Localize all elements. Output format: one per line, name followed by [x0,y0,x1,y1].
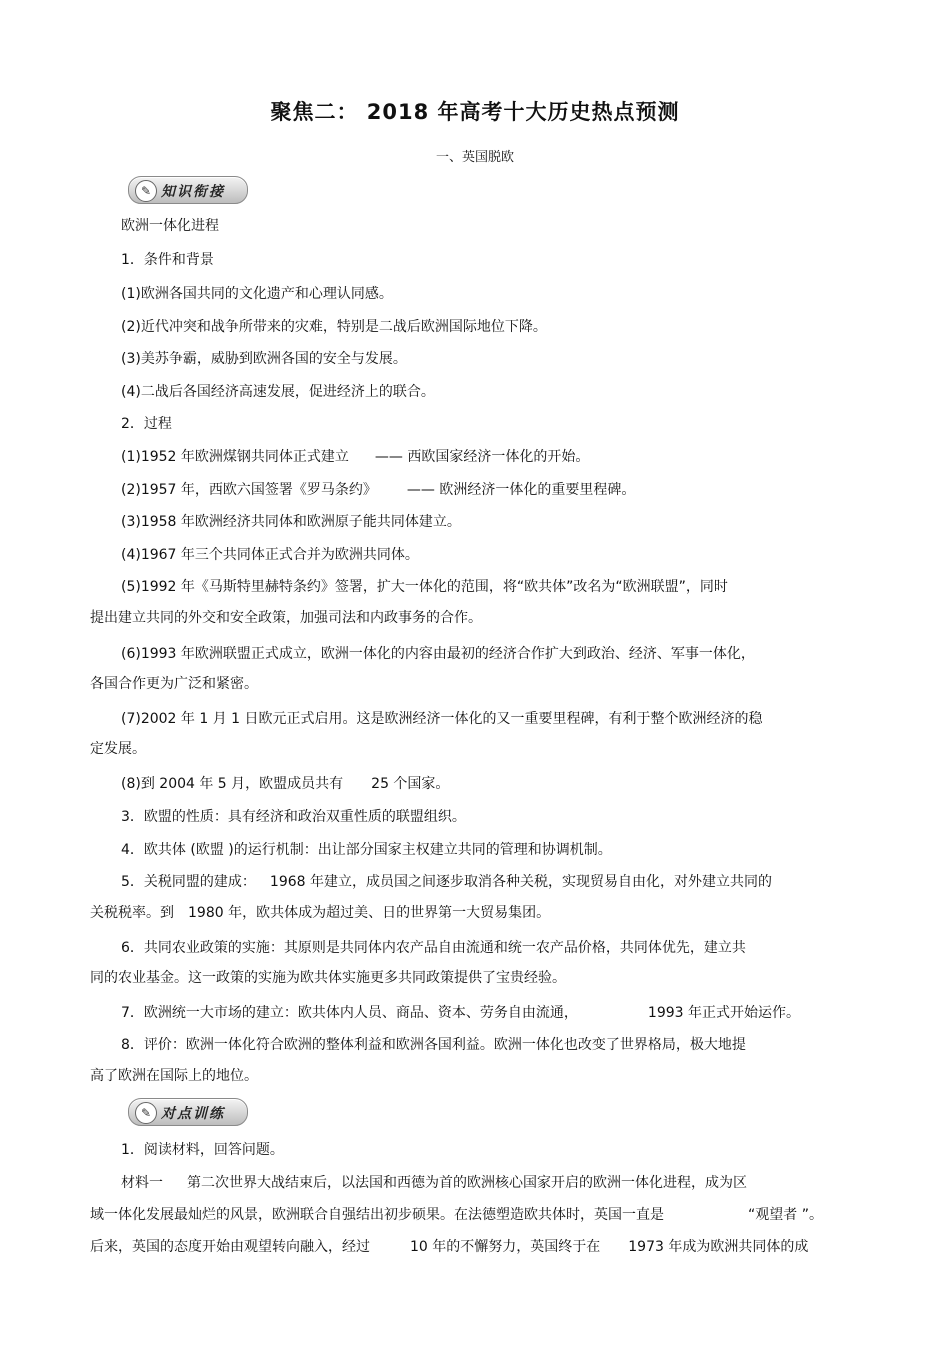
page-title: 聚焦二： 2018 年高考十大历史热点预测 [270,100,680,124]
list-item: 6．共同农业政策的实施：其原则是共同体内农产品自由流通和统一农产品价格，共同体优先，建立共 [121,940,746,956]
list-item: (1)欧洲各国共同的文化遗产和心理认同感。 [121,286,393,302]
material-text: 10 年的不懈努力，英国终于在 [410,1239,601,1255]
list-item: 4．欧共体 (欧盟 )的运行机制：出让部分国家主权建立共同的管理和协调机制。 [121,842,612,858]
list-item-text: (1)1952 年欧洲煤钢共同体正式建立 [121,449,349,465]
material-paragraph-continuation [90,1238,808,1256]
list-item-text: 1993 年正式开始运作。 [647,1005,800,1021]
section-heading: 一、英国脱欧 [435,150,514,165]
list-item-continuation [90,904,550,922]
list-item: (4)1967 年三个共同体正式合并为欧洲共同体。 [121,547,419,563]
list-item-continuation: 各国合作更为广泛和紧密。 [90,676,258,692]
list-item: (5)1992 年《马斯特里赫特条约》签署，扩大一体化的范围，将“欧共体”改名为“欧洲联盟”，同时 [121,579,728,595]
list-item-text: (8)到 2004 年 5 月，欧盟成员共有 [121,776,344,792]
pen-icon: ✎ [135,180,157,202]
list-item-text: 25 个国家。 [371,776,450,792]
list-item-continuation: 提出建立共同的外交和安全政策，加强司法和内政事务的合作。 [90,610,482,626]
list-heading: 1．条件和背景 [121,252,214,268]
material-text: 1973 年成为欧洲共同体的成 [628,1239,809,1255]
list-item-text: —— 西欧国家经济一体化的开始。 [374,449,590,465]
question-item: 1．阅读材料，回答问题。 [121,1142,284,1158]
knowledge-badge [128,176,248,204]
list-item-text: —— 欧洲经济一体化的重要里程碑。 [406,482,636,498]
material-paragraph [121,1174,747,1192]
list-item: (3)美苏争霸，威胁到欧洲各国的安全与发展。 [121,351,407,367]
list-item-text: 关税税率。到 [90,905,174,921]
list-item: (6)1993 年欧洲联盟正式成立，欧洲一体化的内容由最初的经济合作扩大到政治、经济、军事一体化， [121,646,755,662]
pen-icon: ✎ [135,1102,157,1124]
material-text: 域一体化发展最灿烂的风景，欧洲联合自强结出初步硕果。在法德塑造欧共体时，英国一直是 [90,1207,664,1223]
list-item-text: 1968 年建立，成员国之间逐步取消各种关税，实现贸易自由化，对外建立共同的 [269,874,772,890]
list-item [121,775,449,793]
list-item-continuation: 同的农业基金。这一政策的实施为欧共体实施更多共同政策提供了宝贵经验。 [90,970,566,986]
list-item [121,448,589,466]
list-item: (4)二战后各国经济高速发展，促进经济上的联合。 [121,384,435,400]
list-item [121,481,635,499]
list-item: (2)近代冲突和战争所带来的灾难，特别是二战后欧洲国际地位下降。 [121,319,547,335]
material-text: 后来，英国的态度开始由观望转向融入，经过 [90,1239,370,1255]
list-item-text: (2)1957 年，西欧六国签署《罗马条约》 [121,482,377,498]
list-item: 8．评价：欧洲一体化符合欧洲的整体利益和欧洲各国利益。欧洲一体化也改变了世界格局，极大地提 [121,1037,746,1053]
list-item-continuation: 高了欧洲在国际上的地位。 [90,1068,258,1084]
badge-label: 对点训练 [161,1106,225,1122]
material-paragraph-continuation [90,1206,823,1224]
list-item: (7)2002 年 1 月 1 日欧元正式启用。这是欧洲经济一体化的又一重要里程碑，有利于整个欧洲经济的稳 [121,711,763,727]
list-item: 3．欧盟的性质：具有经济和政治双重性质的联盟组织。 [121,809,466,825]
list-item-text: 1980 年，欧共体成为超过美、日的世界第一大贸易集团。 [188,905,551,921]
paragraph-heading: 欧洲一体化进程 [121,218,219,234]
list-item [121,1004,800,1022]
list-item [121,873,772,891]
material-label: 材料一 [121,1175,163,1191]
list-item: (3)1958 年欧洲经济共同体和欧洲原子能共同体建立。 [121,514,461,530]
list-heading: 2．过程 [121,416,172,432]
list-item-text: 5．关税同盟的建成： [121,874,256,890]
badge-label: 知识衔接 [161,184,225,200]
material-text: “观望者 ”。 [748,1207,823,1223]
practice-badge [128,1098,248,1126]
list-item-continuation: 定发展。 [90,741,146,757]
list-item-text: 7．欧洲统一大市场的建立：欧共体内人员、商品、资本、劳务自由流通， [121,1005,578,1021]
material-text: 第二次世界大战结束后，以法国和西德为首的欧洲核心国家开启的欧洲一体化进程，成为区 [187,1175,747,1191]
